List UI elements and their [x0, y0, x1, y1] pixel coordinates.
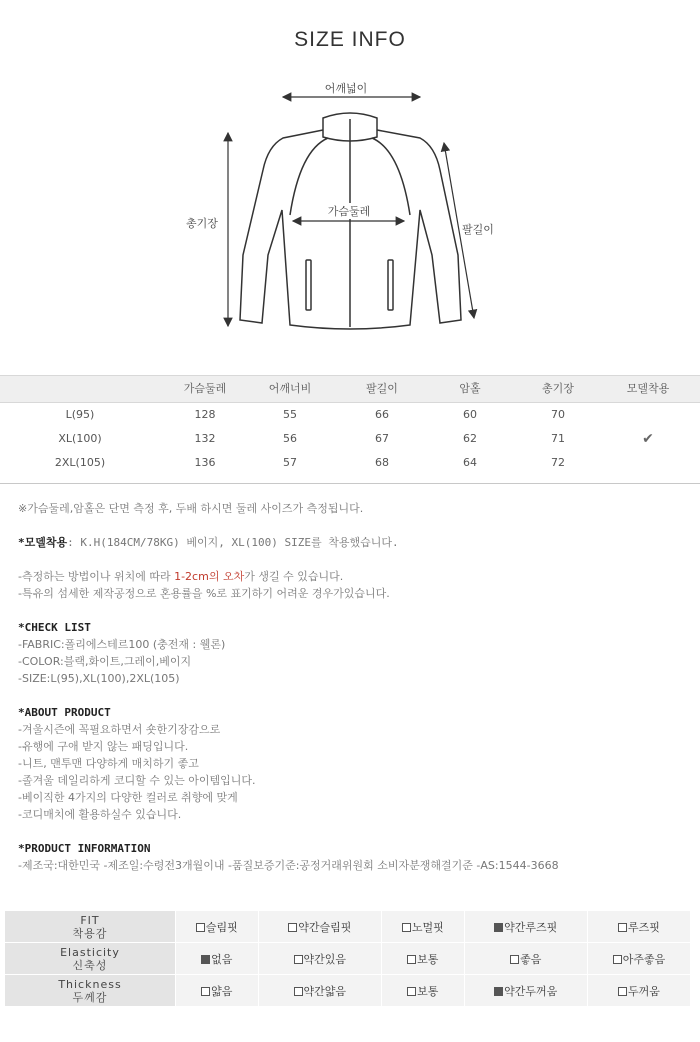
option-label: 보통	[417, 984, 439, 998]
check-color: -COLOR:블랙,화이트,그레이,베이지	[18, 655, 192, 668]
check-size: -SIZE:L(95),XL(100),2XL(105)	[18, 672, 180, 685]
about-line: -코디매치에 활용하실수 있습니다.	[18, 808, 182, 821]
option-label: 약간슬림핏	[298, 920, 352, 934]
option-label: 보통	[417, 952, 439, 966]
option-label: 약간얇음	[303, 984, 347, 998]
chest-value: 132	[194, 432, 216, 445]
checkbox-icon	[407, 987, 416, 996]
checkbox-checked-icon	[494, 987, 503, 996]
thickness-label	[5, 975, 176, 1007]
elasticity-option-selected	[176, 943, 259, 975]
product-info-heading: *PRODUCT INFORMATION	[18, 842, 151, 855]
length-value: 71	[551, 432, 565, 445]
about-line: -유행에 구애 받지 않는 패딩입니다.	[18, 740, 189, 753]
about-line: -베이직한 4가지의 다양한 컬러로 취향에 맞게	[18, 791, 238, 804]
label-en: FIT	[80, 913, 100, 927]
elasticity-row	[5, 943, 691, 975]
thickness-option	[587, 975, 690, 1007]
fit-label	[5, 911, 176, 943]
checkbox-icon	[201, 987, 210, 996]
option-label: 두꺼움	[628, 984, 660, 998]
sleeve-value: 68	[375, 456, 389, 469]
fit-option	[587, 911, 690, 943]
label-ko: 신축성	[72, 958, 108, 972]
checkbox-icon	[510, 955, 519, 964]
header-length: 총기장	[542, 382, 574, 395]
jacket-size-diagram	[0, 75, 700, 340]
label-ko: 착용감	[72, 926, 108, 940]
fit-option	[176, 911, 259, 943]
measure-text: 가 생길 수 있습니다.	[244, 570, 344, 583]
size-name: XL(100)	[58, 432, 102, 445]
shoulder-value: 55	[283, 408, 297, 421]
fit-table	[4, 910, 691, 1007]
chest-label: 가슴둘레	[327, 205, 371, 218]
about-heading: *ABOUT PRODUCT	[18, 706, 111, 719]
table-row	[0, 403, 700, 427]
fit-option	[258, 911, 381, 943]
checkbox-icon	[407, 955, 416, 964]
product-info	[18, 500, 688, 874]
check-list-heading: *CHECK LIST	[18, 621, 91, 634]
fit-option-selected	[464, 911, 587, 943]
table-divider	[0, 475, 700, 484]
option-label: 없음	[211, 952, 233, 966]
header-sleeve: 팔길이	[366, 382, 398, 395]
option-label: 노멀핏	[411, 920, 444, 934]
armhole-value: 62	[463, 432, 477, 445]
about-line: -겨울시즌에 꼭필요하면서 숏한기장감으로	[18, 723, 221, 736]
check-fabric: -FABRIC:폴리에스테르100 (충전재 : 웰론)	[18, 638, 226, 651]
thickness-option-selected	[464, 975, 587, 1007]
elasticity-option	[258, 943, 381, 975]
shoulder-label: 어깨넓이	[324, 82, 368, 95]
length-label: 총기장	[186, 217, 218, 230]
checkbox-icon	[196, 923, 205, 932]
size-name: 2XL(105)	[54, 456, 106, 469]
checkbox-icon	[613, 955, 622, 964]
checkbox-icon	[288, 923, 297, 932]
option-label: 아주좋음	[622, 952, 666, 966]
fit-row	[5, 911, 691, 943]
sleeve-value: 67	[375, 432, 389, 445]
checkbox-icon	[294, 955, 303, 964]
model-text: : K.H(184CM/78KG) 베이지, XL(100) SIZE를 착용했습니다.	[67, 536, 399, 549]
option-label: 좋음	[520, 952, 542, 966]
checkbox-checked-icon	[201, 955, 210, 964]
size-name: L(95)	[65, 408, 95, 421]
option-label: 루즈핏	[628, 920, 660, 934]
armhole-value: 64	[463, 456, 477, 469]
product-info-line: -제조국:대한민국 -제조일:수령전3개월이내 -품질보증기준:공정거래위원회 소비자분쟁해결기준 -AS:1544-3668	[18, 859, 559, 872]
header-model: 모델착용	[626, 382, 670, 395]
shoulder-value: 56	[283, 432, 297, 445]
about-line: -니트, 맨투맨 다양하게 매치하기 좋고	[18, 757, 199, 770]
label-en: Thickness	[58, 977, 122, 991]
measure-note: ※가슴둘레,암홀은 단면 측정 후, 두배 하시면 둘레 사이즈가 측정됩니다.	[18, 502, 364, 515]
checkbox-icon	[402, 923, 411, 932]
measure-line-2: -특유의 섬세한 제작공정으로 혼용률을 %로 표기하기 어려운 경우가있습니다.	[18, 587, 390, 600]
size-table-header	[0, 375, 700, 403]
option-label: 슬림핏	[205, 920, 238, 934]
thickness-option	[176, 975, 259, 1007]
sleeve-value: 66	[375, 408, 389, 421]
thickness-option	[381, 975, 464, 1007]
label-en: Elasticity	[60, 945, 120, 959]
shoulder-value: 57	[283, 456, 297, 469]
measure-text: -측정하는 방법이나 위치에 따라	[18, 570, 175, 583]
table-row	[0, 427, 700, 451]
checkbox-checked-icon	[494, 923, 503, 932]
armhole-value: 60	[463, 408, 477, 421]
elasticity-option	[381, 943, 464, 975]
fit-option	[381, 911, 464, 943]
option-label: 약간두꺼움	[504, 984, 558, 998]
elasticity-option	[587, 943, 690, 975]
header-armhole: 암홀	[459, 382, 481, 395]
model-heading: *모델착용	[18, 536, 68, 549]
chest-value: 136	[194, 456, 216, 469]
checkbox-icon	[618, 923, 627, 932]
label-ko: 두께감	[72, 990, 108, 1004]
elasticity-label	[5, 943, 176, 975]
thickness-option	[258, 975, 381, 1007]
option-label: 약간루즈핏	[504, 920, 558, 934]
measure-line-1	[18, 568, 688, 585]
elasticity-option	[464, 943, 587, 975]
sleeve-label: 팔길이	[462, 223, 494, 236]
table-row	[0, 451, 700, 475]
option-label: 얇음	[211, 984, 233, 998]
checkbox-icon	[294, 987, 303, 996]
error-range: 1-2cm의 오차	[174, 570, 245, 583]
header-chest: 가슴둘레	[183, 382, 227, 395]
length-value: 70	[551, 408, 565, 421]
header-shoulder: 어깨너비	[268, 382, 312, 395]
length-value: 72	[551, 456, 565, 469]
option-label: 약간있음	[303, 952, 347, 966]
checkbox-icon	[618, 987, 627, 996]
page-title: SIZE INFO	[294, 28, 406, 51]
model-info	[18, 534, 688, 551]
model-worn-check-icon: ✔	[642, 431, 654, 447]
size-table	[0, 375, 700, 484]
about-line: -졸겨울 데일리하게 코디할 수 있는 아이템입니다.	[18, 774, 256, 787]
chest-value: 128	[194, 408, 216, 421]
thickness-row	[5, 975, 691, 1007]
